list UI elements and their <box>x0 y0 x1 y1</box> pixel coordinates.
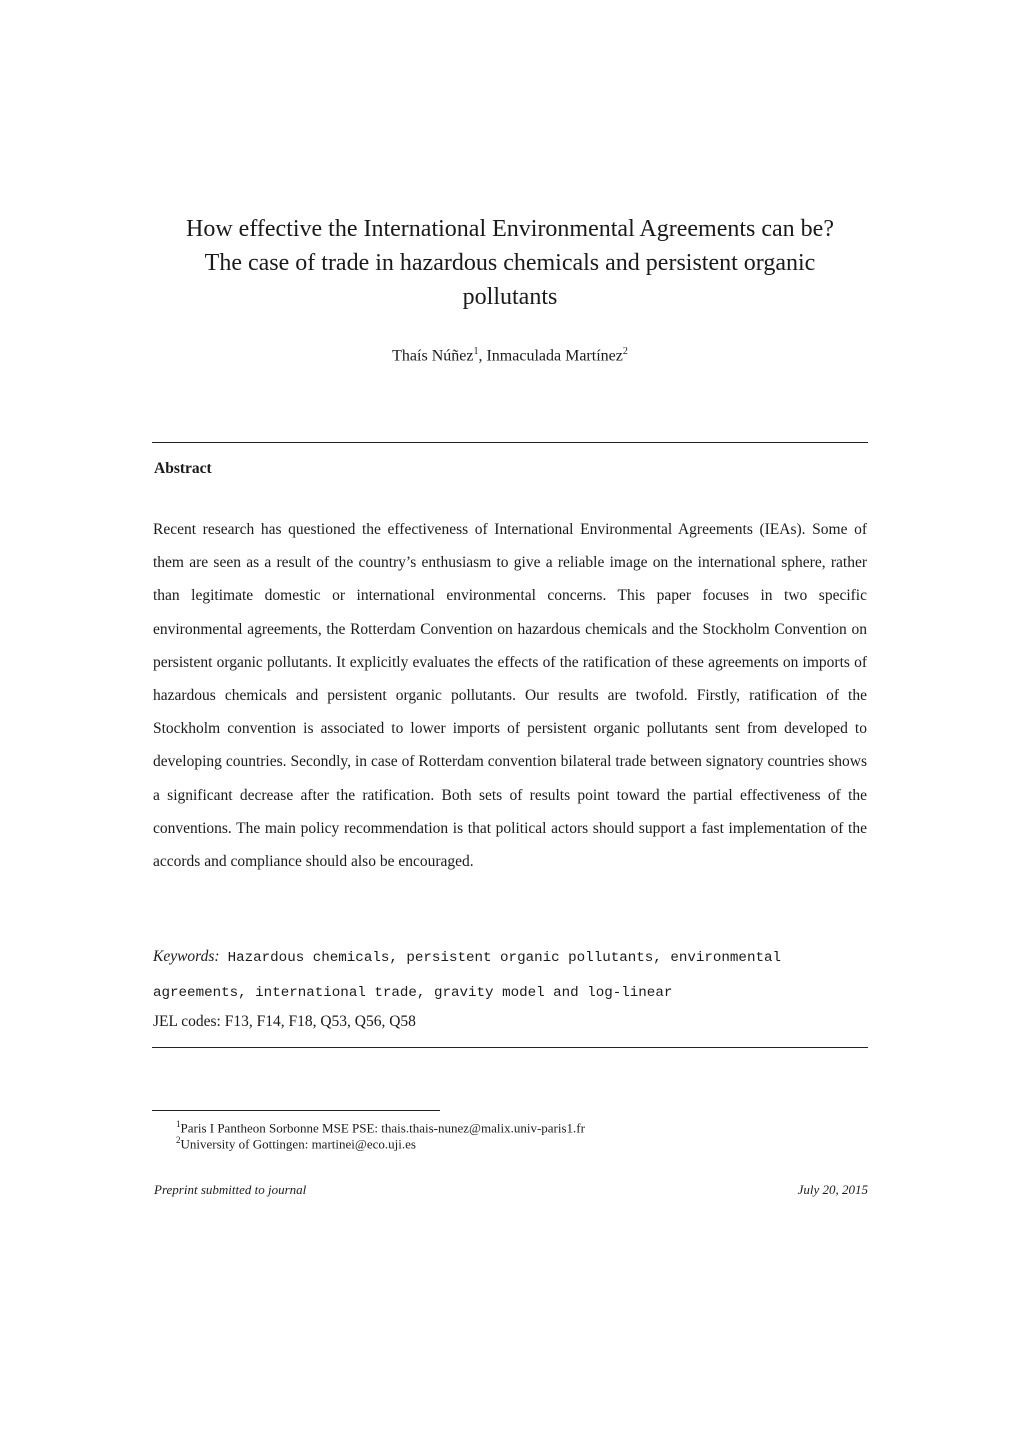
abstract-heading: Abstract <box>154 460 212 477</box>
title-line-1: How effective the International Environmental Agreements can be? <box>186 216 834 242</box>
jel-codes: JEL codes: F13, F14, F18, Q53, Q56, Q58 <box>153 1013 416 1030</box>
footnote-text: Paris I Pantheon Sorbonne MSE PSE: thais.thais-nunez@malix.univ-paris1.fr <box>180 1120 585 1136</box>
footnote-marker: 1 <box>176 1119 181 1129</box>
abstract-text: Recent research has questioned the effectiveness of International Environmental Agreements (IEAs). Some of them are seen as a result of the country’s enthusiasm to give a reliable image on the international sphere, rather than legitimate domestic or international environmental concerns. This paper focuses in two specific environmental agreements, the Rotterdam Convention on hazardous chemicals and the Stockholm Convention on persistent organic pollutants. It explicitly evaluates the effects of the ratification of these agreements on imports of hazardous chemicals and persistent organic pollutants. Our results are twofold. Firstly, ratification of the Stockholm convention is associated to lower imports of persistent organic pollutants sent from developed to developing countries. Secondly, in case of Rotterdam convention bilateral trade between signatory countries shows a significant decrease after the ratification. Both sets of results point toward the partial effectiveness of the conventions. The main policy recommendation is that political actors should support a fast implementation of the accords and compliance should also be encouraged. <box>153 521 867 871</box>
keywords-label: Keywords: <box>153 948 220 965</box>
author-list <box>0 346 1020 365</box>
preprint-note: Preprint submitted to journal <box>154 1182 307 1197</box>
keywords <box>153 940 867 1010</box>
abstract-bottom-rule <box>152 1047 868 1048</box>
paper-title <box>140 212 880 314</box>
submission-date: July 20, 2015 <box>797 1182 868 1197</box>
author-name: Inmaculada Martínez <box>486 347 623 365</box>
author-name: Thaís Núñez <box>392 347 474 365</box>
footnote-2 <box>176 1132 416 1152</box>
abstract-top-rule <box>152 442 868 443</box>
footnote-text: University of Gottingen: martinei@eco.uji.es <box>180 1136 416 1152</box>
affiliation-marker: 1 <box>473 346 479 357</box>
affiliation-marker: 2 <box>622 346 628 357</box>
title-line-3: pollutants <box>462 284 558 310</box>
keywords-text: Hazardous chemicals, persistent organic pollutants, environmental agreements, international trade, gravity model and log-linear <box>153 950 781 1002</box>
title-line-2: The case of trade in hazardous chemicals and persistent organic <box>204 250 816 276</box>
footnote-marker: 2 <box>176 1135 181 1145</box>
footnote-rule <box>152 1110 440 1111</box>
author-separator: , <box>478 347 487 365</box>
